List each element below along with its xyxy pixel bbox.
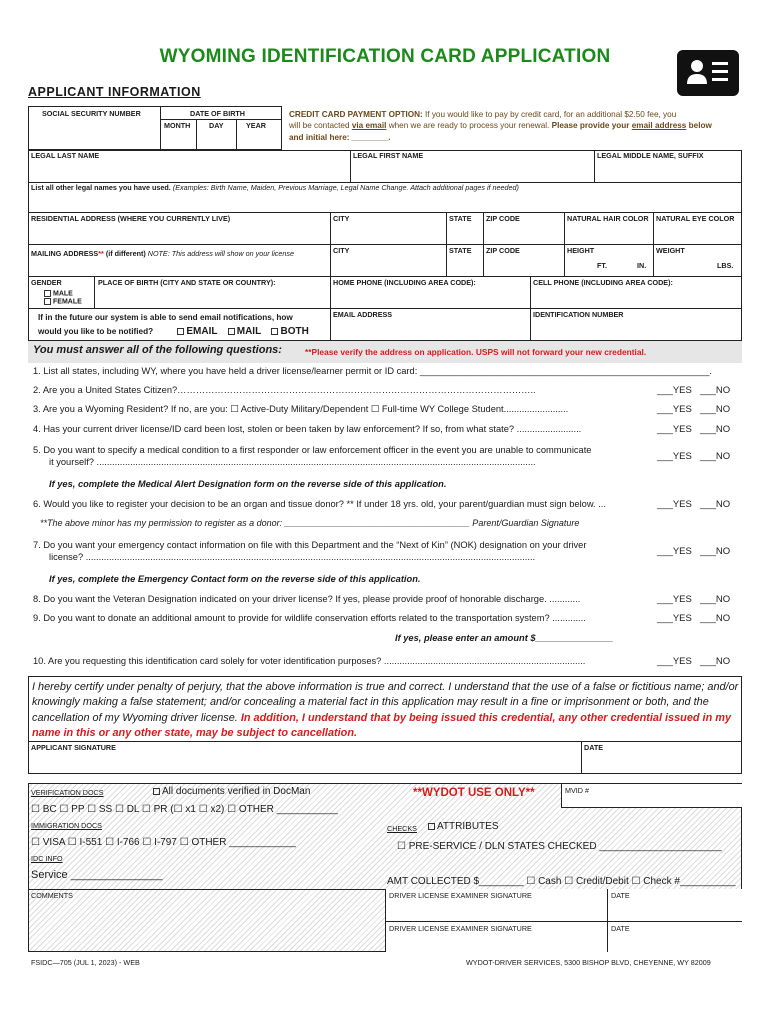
question-7-cont: license? ..............................................................................................................................................................................	[49, 552, 536, 562]
dob-year-label: YEAR	[246, 121, 266, 130]
questions-heading: You must answer all of the following questions:	[33, 344, 282, 356]
q6-yes[interactable]: ___YES	[657, 499, 692, 510]
question-6: 6. Would you like to register your decision to be an organ and tissue donor? ** If under 18 yrs. old, your parent/guardian must sign below. ...	[33, 499, 606, 509]
q7-no[interactable]: ___NO	[700, 546, 731, 557]
notify-line-1: If in the future our system is able to send email notifications, how	[38, 313, 293, 322]
notify-line-2-text: would you like to be notified?	[38, 327, 154, 337]
certification-text	[32, 680, 740, 742]
res-state-label: STATE	[449, 214, 472, 223]
height-label: HEIGHT	[567, 246, 595, 255]
mailing-note: NOTE: This address will show on your license	[147, 249, 294, 258]
attributes-text: ATTRIBUTES	[437, 821, 499, 832]
home-phone-label: HOME PHONE (INCLUDING AREA CODE):	[333, 278, 476, 287]
email-address-label: EMAIL ADDRESS	[333, 310, 393, 319]
q2-yes[interactable]: ___YES	[657, 385, 692, 396]
cc-email: email address	[631, 121, 687, 131]
question-10: 10. Are you requesting this identification card solely for voter identification purposes? ..............................................................................	[33, 656, 586, 666]
examiner-signature-label-1: DRIVER LICENSE EXAMINER SIGNATURE	[389, 891, 532, 900]
verification-docs-label: VERIFICATION DOCS	[31, 788, 104, 797]
q3-no[interactable]: ___NO	[700, 404, 731, 415]
email-address-input[interactable]	[333, 321, 527, 339]
cc-title: CREDIT CARD PAYMENT OPTION:	[289, 110, 423, 119]
mail-zip-label: ZIP CODE	[486, 246, 520, 255]
place-of-birth-label: PLACE OF BIRTH (CITY AND STATE OR COUNTRY):	[98, 278, 276, 287]
applicant-signature-field[interactable]	[31, 754, 577, 772]
notify-both-option[interactable]	[271, 326, 308, 337]
cc-text-1: If you would like to pay by credit card, for an additional $2.50 fee, you	[425, 110, 677, 119]
other-names-input[interactable]	[31, 195, 739, 211]
q3-yes[interactable]: ___YES	[657, 404, 692, 415]
checks-label: CHECKS	[387, 824, 417, 833]
cc-initial: and initial here: ________.	[289, 132, 391, 142]
q10-yes[interactable]: ___YES	[657, 656, 692, 667]
middle-name-label: LEGAL MIDDLE NAME, SUFFIX	[597, 151, 704, 160]
id-card-icon	[677, 50, 739, 96]
certification-warning: In addition, I understand that by being issued this credential, any other credential issued in my name in this or any other state, may be subject to cancellation.	[32, 711, 731, 740]
q5-no[interactable]: ___NO	[700, 451, 731, 462]
examiner-signature-label-2: DRIVER LICENSE EXAMINER SIGNATURE	[389, 924, 532, 933]
res-zip-label: ZIP CODE	[486, 214, 520, 223]
comments-label: COMMENTS	[31, 891, 73, 900]
dob-month-label: MONTH	[164, 121, 191, 130]
question-4: 4. Has your current driver license/ID card been lost, stolen or been taken by law enforcement? If so, from what state? .........................	[33, 424, 582, 434]
mail-city-label: CITY	[333, 246, 350, 255]
question-3: 3. Are you a Wyoming Resident? If no, are you: ☐ Active-Duty Military/Dependent ☐ Full-time WY College Student.........................	[33, 404, 569, 414]
mailing-address-label	[31, 250, 294, 258]
examiner-date-label-1: DATE	[611, 891, 630, 900]
other-names-title: List all other legal names you have used.	[31, 183, 171, 192]
last-name-label: LEGAL LAST NAME	[31, 151, 100, 160]
notify-line-2	[38, 324, 309, 340]
applicant-signature-label: APPLICANT SIGNATURE	[31, 743, 116, 752]
q6-guardian-note: **The above minor has my permission to register as a donor: _____________________________________ Parent/Guardian Signature	[40, 518, 580, 528]
q9-no[interactable]: ___NO	[700, 613, 731, 624]
gender-label: GENDER	[31, 278, 62, 287]
q4-no[interactable]: ___NO	[700, 424, 731, 435]
dob-label: DATE OF BIRTH	[190, 109, 245, 118]
mvid-label: MVID #	[565, 786, 589, 795]
notify-question	[38, 311, 309, 340]
service-field[interactable]: Service _______________	[31, 869, 163, 881]
signature-date-label: DATE	[584, 743, 604, 752]
mail-state-label: STATE	[449, 246, 472, 255]
other-names-label	[31, 184, 519, 192]
last-name-input[interactable]	[31, 162, 346, 180]
hair-color-label: NATURAL HAIR COLOR	[567, 214, 649, 223]
residential-address-label: RESIDENTIAL ADDRESS (WHERE YOU CURRENTLY LIVE)	[31, 214, 231, 223]
footer-address: WYDOT-DRIVER SERVICES, 5300 BISHOP BLVD, CHEYENNE, WY 82009	[466, 958, 711, 967]
amount-collected[interactable]: AMT COLLECTED $________ ☐ Cash ☐ Credit/Debit ☐ Check #__________	[387, 876, 736, 887]
height-ft-label: FT.	[597, 261, 607, 270]
male-text: MALE	[53, 290, 73, 298]
q10-no[interactable]: ___NO	[700, 656, 731, 667]
section-heading: APPLICANT INFORMATION	[28, 85, 201, 99]
ssn-label: SOCIAL SECURITY NUMBER	[42, 109, 141, 118]
q8-yes[interactable]: ___YES	[657, 594, 692, 605]
weight-label: WEIGHT	[656, 246, 685, 255]
height-in-label: IN.	[637, 261, 647, 270]
q7-note: If yes, complete the Emergency Contact form on the reverse side of this application.	[49, 574, 421, 584]
page-title: WYOMING IDENTIFICATION CARD APPLICATION	[159, 46, 611, 67]
q2-no[interactable]: ___NO	[700, 385, 731, 396]
cc-text-2b: when we are ready to process your renewal.	[388, 121, 550, 131]
cc-via-email: via email	[351, 121, 387, 131]
notify-email-option[interactable]	[177, 326, 217, 337]
dob-day-label: DAY	[209, 121, 224, 130]
cc-text-2a: will be contacted	[289, 121, 350, 131]
mailing-address-input[interactable]	[31, 260, 327, 275]
question-5: 5. Do you want to specify a medical condition to a first responder or law enforcement officer in the event you are unable to communicate	[33, 445, 592, 455]
q6-no[interactable]: ___NO	[700, 499, 731, 510]
q5-yes[interactable]: ___YES	[657, 451, 692, 462]
examiner-signature-field-2[interactable]	[389, 935, 603, 950]
residential-address-input[interactable]	[31, 225, 327, 243]
q9-amount[interactable]: If yes, please enter an amount $_______________	[395, 633, 614, 643]
question-7: 7. Do you want your emergency contact information on file with this Department and the “Next of Kin” (NOK) designation on your driver	[33, 540, 587, 550]
mailing-title: MAILING ADDRESS	[31, 249, 99, 258]
mailing-star: **	[98, 249, 104, 258]
q9-yes[interactable]: ___YES	[657, 613, 692, 624]
preservice-checkbox[interactable]: ☐ PRE-SERVICE / DLN STATES CHECKED ______________________	[397, 841, 722, 852]
idc-info-label: IDC INFO	[31, 854, 63, 863]
immigration-doc-types[interactable]: ☐ VISA ☐ I-551 ☐ I-766 ☐ I-797 ☐ OTHER ____________	[31, 837, 296, 848]
verification-doc-types[interactable]: ☐ BC ☐ PP ☐ SS ☐ DL ☐ PR (☐ x1 ☐ x2) ☐ OTHER ___________	[31, 804, 338, 815]
q8-no[interactable]: ___NO	[700, 594, 731, 605]
other-names-example: (Examples: Birth Name, Maiden, Previous Marriage, Legal Name Change. Attach additional pages if needed)	[172, 183, 519, 192]
first-name-input[interactable]	[353, 162, 591, 180]
first-name-label: LEGAL FIRST NAME	[353, 151, 424, 160]
certification-main: I hereby certify under penalty of perjury, that the above information is true and correct. I understand that the use of a false or fictitious name; and/or knowingly making a false statement; and/or concealing a material fact in this application may result in a fine or imprisonment or both, and the cancellation of my Wyoming driver license.	[32, 681, 739, 724]
examiner-signature-field-1[interactable]	[389, 902, 603, 919]
id-number-label: IDENTIFICATION NUMBER	[533, 310, 624, 319]
all-docs-verified-text: All documents verified in DocMan	[162, 786, 311, 797]
mailing-diff: (if different)	[105, 249, 146, 258]
eye-color-label: NATURAL EYE COLOR	[656, 214, 735, 223]
q7-yes[interactable]: ___YES	[657, 546, 692, 557]
address-warning: **Please verify the address on application. USPS will not forward your new credential.	[305, 347, 647, 357]
signature-date-field[interactable]	[584, 754, 738, 772]
examiner-date-label-2: DATE	[611, 924, 630, 933]
cc-text-2c: Please provide your	[551, 121, 630, 131]
immigration-docs-label: IMMIGRATION DOCS	[31, 821, 102, 830]
opt-email-text: EMAIL	[186, 326, 218, 338]
question-5-cont: it yourself? ..........................................................................................................................................................................	[49, 457, 536, 467]
form-number: FSIDC—705 (JUL 1, 2023) - WEB	[31, 958, 140, 967]
q4-yes[interactable]: ___YES	[657, 424, 692, 435]
q5-note: If yes, complete the Medical Alert Designation form on the reverse side of this application.	[49, 479, 447, 489]
question-8: 8. Do you want the Veteran Designation indicated on your driver license? If yes, please provide proof of honorable discharge. ............	[33, 594, 581, 604]
question-1: 1. List all states, including WY, where you have held a driver license/learner permit or ID card: ________________________________________________________.	[33, 366, 712, 376]
wydot-use-only: **WYDOT USE ONLY**	[413, 787, 535, 799]
question-9: 9. Do you want to donate an additional amount to provide for wildlife conservation efforts related to the transportation system? .............	[33, 613, 586, 623]
all-docs-verified-checkbox[interactable]	[153, 786, 310, 797]
ssn-input[interactable]	[40, 122, 155, 146]
attributes-checkbox[interactable]	[428, 821, 498, 832]
cell-phone-label: CELL PHONE (INCLUDING AREA CODE):	[533, 278, 673, 287]
opt-both-text: BOTH	[280, 326, 309, 338]
question-2: 2. Are you a United States Citizen?……………………………………………………………………………………………………..	[33, 385, 536, 395]
cc-text-2d: below	[688, 121, 712, 131]
res-city-label: CITY	[333, 214, 350, 223]
middle-name-input[interactable]	[597, 162, 739, 180]
comments-field[interactable]	[31, 902, 381, 950]
opt-mail-text: MAIL	[236, 326, 262, 338]
weight-lbs-label: LBS.	[717, 261, 734, 270]
credit-card-note	[289, 109, 739, 143]
female-text: FEMALE	[53, 298, 82, 306]
notify-mail-option[interactable]	[228, 326, 261, 337]
gender-female-option[interactable]	[44, 298, 82, 306]
